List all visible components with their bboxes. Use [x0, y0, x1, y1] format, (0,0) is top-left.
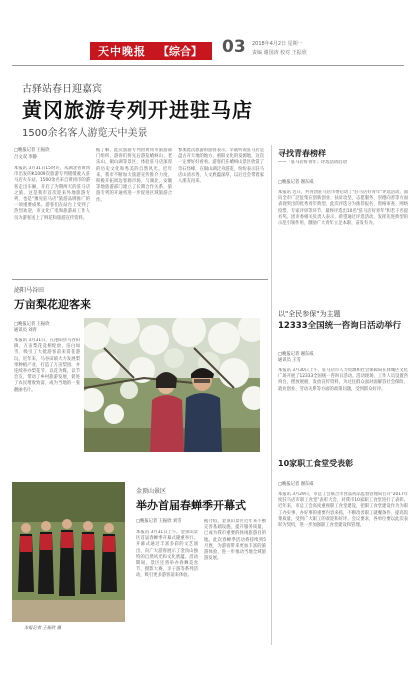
right-story-1-subtitle: ——「驻马店好青年」评选活动启动	[278, 160, 347, 165]
photo-story-byline: □晚报记者 王振欣 通讯员 刘青	[14, 322, 50, 333]
lead-subhead: 1500余名客人游览天中美景	[22, 128, 148, 139]
lead-byline-2: 吕文双 李静	[14, 155, 37, 160]
page-number: 03	[222, 37, 246, 57]
section-label: 【综合】	[158, 45, 202, 58]
jinding-title: 举办首届春蝉季开幕式	[136, 499, 246, 512]
right-story-2-byline: □晚报记者 谢东威 通讯员 王雪	[278, 352, 314, 363]
right-story-3-body: 本报讯 3月29日，市总工会联合市食品药品监督管理局召开"2017年度驻马店市职工食堂"表彰大会，对我市10家职工食堂进行了表彰。近年来，市总工会高度重视职工食堂建设，把职工食堂建设作为为职工办实事、办好事的重要内容来抓，不断改善职工就餐条件，提高饭菜质量，受到广大职工的欢迎和好评。会议要求，各单位要以此次表彰为契机，进一步加强职工食堂建设和管理。	[278, 492, 408, 529]
jinding-kicker: 金顶山景区	[136, 488, 167, 495]
right-story-2-kicker: 以"全民参保"为主题	[278, 310, 341, 318]
masthead-rule	[12, 65, 404, 66]
lead-column-2: 据了解，此次旅游专列由黄冈市旅游部门组织，游客们将先后游览嵖岈山、老乐山、铜山湖等景区，体验驻马店深厚的历史文化和秀美的自然风光。近年来，我市不断加大旅游宣传推介力度，积极开拓周边客源市场，与湖北、安徽等地旅游部门建立了长期合作关系，旅游专列的开通将进一步促进区域旅游合作。	[96, 148, 172, 203]
right-story-2-title: 12333全国统一咨询日活动举行	[278, 321, 402, 331]
jinding-byline: □晚报记者 王振欣 刘雪	[136, 519, 182, 524]
jinding-column-2: 据介绍，金顶山景区近年来不断完善基础设施，提升服务质量，已成为我市重要的休闲旅游目的地。此次春蝉季活动将持续到5月底，为游客带来更加丰富的旅游体验，进一步推动当地全域旅游发展。	[204, 519, 266, 562]
lead-kicker: 古驿站春日迎嘉宾	[22, 84, 102, 95]
right-story-3-byline: □晚报记者 谢东威	[278, 482, 314, 487]
right-story-2-body: 本报讯 3月30日上午，驻马店市人力资源和社会保障局在驿城区文化广场开展了12333全国统一咨询日活动。活动现场，工作人员设置咨询台，摆放展板，发放宣传资料，为过往群众面对面解答社会保险、就业创业、劳动关系等方面的政策问题，受到群众好评。	[278, 368, 408, 392]
photo-story-body: 本报讯 3月31日，在泌阳县马谷田镇，万亩梨花竞相绽放，洁白如雪，吸引了大批游客前来赏花游玩。近年来，马谷田镇大力发展梨果种植产业，打造了万亩梨园，并连续举办梨花节，以花为媒，以节会友，带动了乡村旅游发展，促进了农民增收致富，成为当地的一张靓丽名片。	[14, 338, 80, 393]
masthead	[0, 0, 415, 66]
newspaper-logo: 天中晚报	[98, 45, 146, 58]
photo-story-kicker: 泌阳马谷田	[14, 287, 45, 294]
column-divider	[271, 145, 272, 645]
right-story-3-title: 10家职工食堂受表彰	[278, 459, 354, 468]
photo-caption: 本报记者 王振欣 摄	[24, 626, 62, 631]
jinding-column-1: 本报讯 3月31日上午，金顶山景区首届春蝉季开幕式隆重举行。开幕式通过丰富多彩的文艺演出，向广大游客展示了金顶山独特的自然风光和文化底蕴。活动期间，景区还将举办春蝉美食节、摄影大赛、亲子游等系列活动，吸引更多游客前来体验。	[136, 530, 198, 579]
issue-date: 2018年4月2日 星期一	[252, 41, 303, 47]
section-rule	[12, 279, 268, 280]
right-story-1-byline: □晚报记者 谢东威	[278, 180, 314, 185]
performers-photo	[12, 482, 125, 622]
editor-line: 责编 谢国涛 校对 王振欣	[252, 50, 307, 56]
lead-column-1: 本报讯 3月31日15时许，从湖北省黄冈市出发的K1009次旅游专列缓缓驶入驻马店火车站，1500余名来自黄冈市的游客走出车厢，开启了为期两天的驻马店之旅。这是我市首次迎来外地旅游专列，也是"豫见驻马店"旅游品牌推广的一项重要成果。游客们在站台上受到了热烈欢迎，市文化广电和旅游局工作人员为游客送上了鲜花和旅游宣传资料。	[14, 166, 90, 221]
lead-byline: □晚报记者 王振欣	[14, 148, 50, 153]
lead-column-3: 参加此次旅游的游客表示，早就听说驻马店是盘古开天地的地方、重阳文化的发源地，这次一定要好好看看。游客们在嵖岈山景区欣赏了奇石怪峰，在铜山湖泛舟游览，纷纷表示驻马店山清水秀、人文底蕴深厚，以后还会带着家人朋友再来。	[178, 148, 264, 185]
photo-story-title: 万亩梨花迎客来	[14, 298, 91, 311]
right-story-1-title: 寻找青春榜样	[278, 149, 326, 158]
pear-blossom-photo	[84, 318, 260, 452]
lead-headline: 黄冈旅游专列开进驻马店	[22, 98, 253, 122]
right-story-1-body: 本报讯 近日，共青团驻马店市委启动了"驻马店好青年"评选活动，面向全市广泛征集在创新创业、扶贫攻坚、志愿服务、崇德向善等方面表现突出的优秀青年典型。此次评选分为推荐报名、资格审查、网络投票、专家评审等环节，最终评选出10名"驻马店好青年"和若干名提名奖。团市委相关负责人表示，希望通过评选活动，发挥先进典型的示范引领作用，激励广大青年立足本职、奋发有为。	[278, 190, 408, 227]
